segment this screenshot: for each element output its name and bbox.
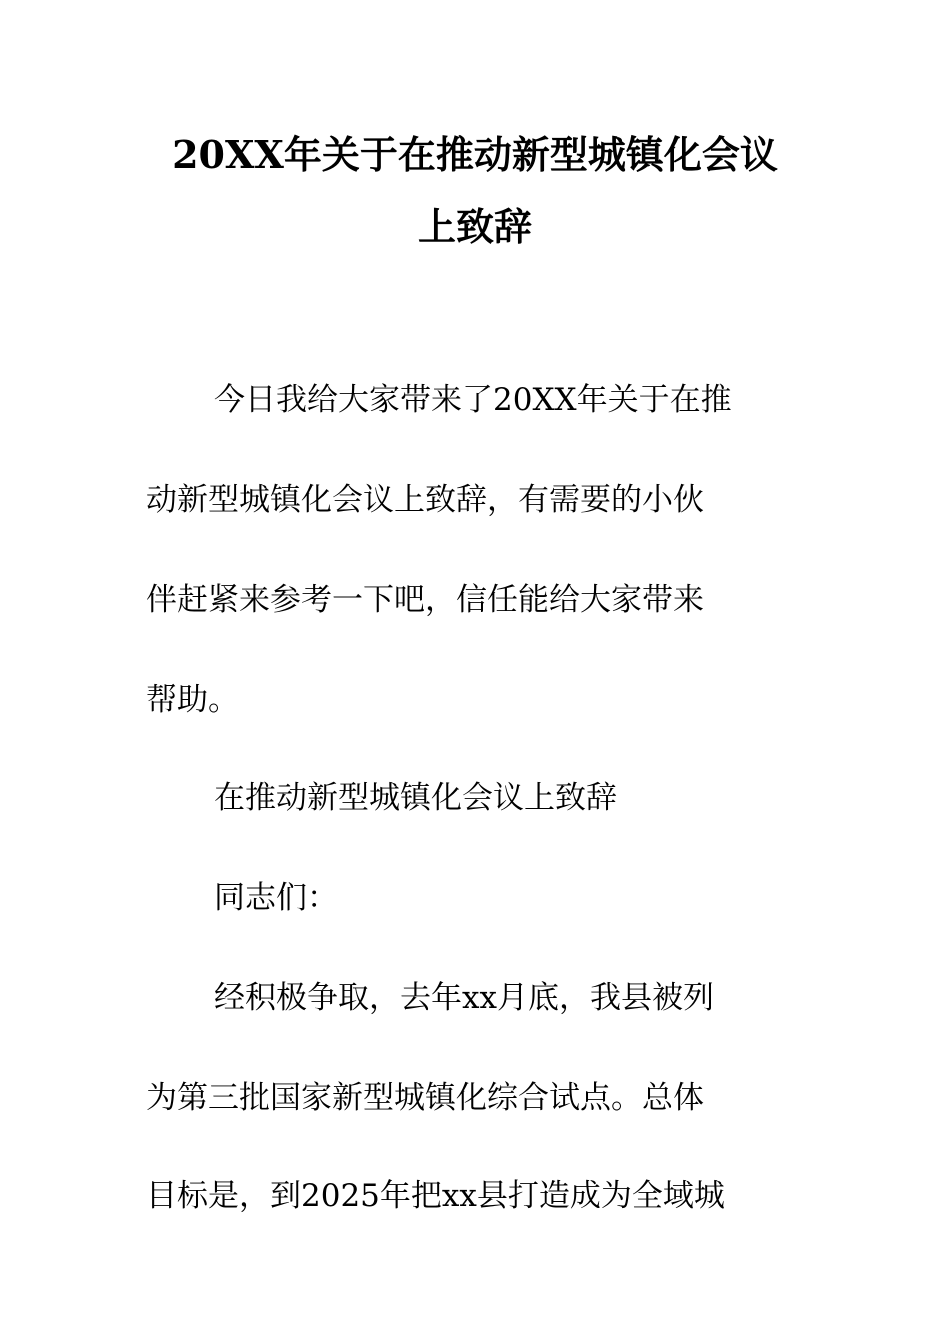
salutation-line: 同志们：	[214, 880, 338, 916]
body-text-line: 今日我给大家带来了20XX年关于在推	[214, 382, 732, 418]
document-title-line-1: 20XX年关于在推动新型城镇化会议	[172, 132, 778, 177]
body-text-line: 动新型城镇化会议上致辞，有需要的小伙	[146, 482, 704, 518]
body-text-line: 目标是，到2025年把xx县打造成为全域城	[146, 1178, 725, 1214]
body-text-line: 为第三批国家新型城镇化综合试点。总体	[146, 1080, 704, 1116]
section-heading-line: 在推动新型城镇化会议上致辞	[214, 780, 617, 816]
body-text-line: 伴赶紧来参考一下吧，信任能给大家带来	[146, 582, 704, 618]
body-text-line: 帮助。	[146, 682, 239, 718]
body-text-line: 经积极争取，去年xx月底，我县被列	[214, 980, 714, 1016]
document-title-line-2: 上致辞	[417, 204, 532, 249]
